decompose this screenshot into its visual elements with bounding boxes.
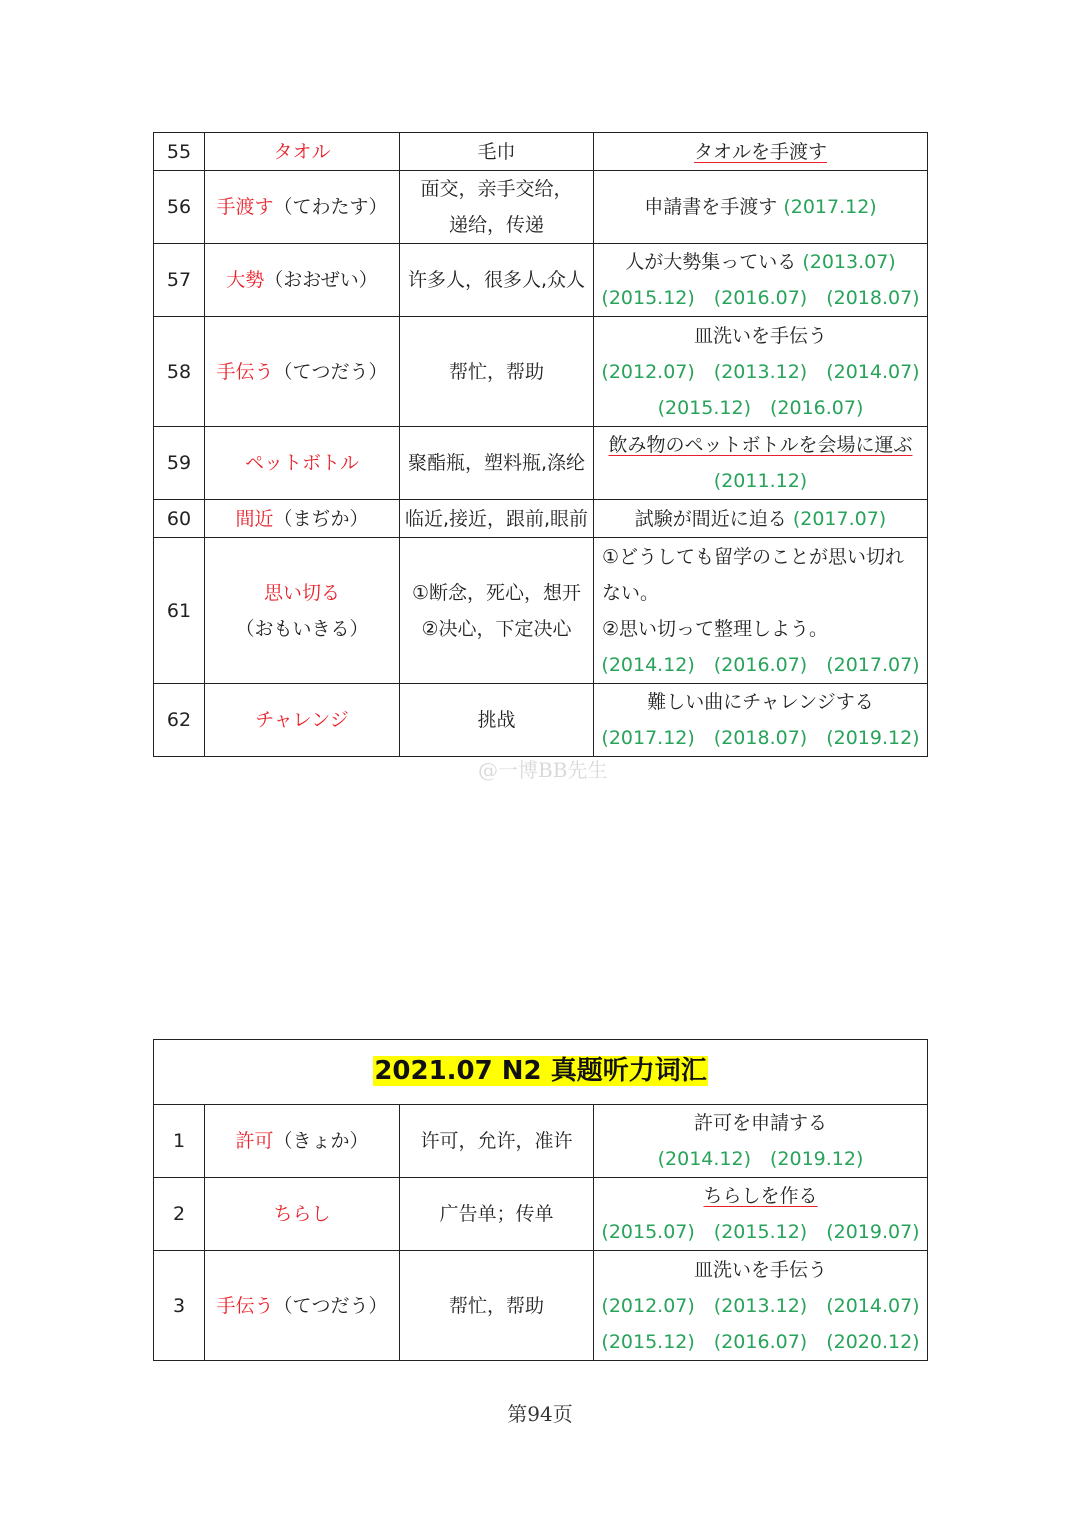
exam-years: (2014.12) (2016.07) (2017.07) (601, 653, 920, 676)
meaning-text: 毛巾 (477, 140, 516, 163)
example-sentence: 人が大勢集っている (625, 251, 797, 273)
row-number: 61 (154, 538, 205, 684)
meaning-text: 聚酯瓶，塑料瓶,涤纶 (407, 452, 586, 474)
vocab-table-bottom (153, 1039, 928, 1361)
exam-years: (2014.12) (2019.12) (657, 1148, 864, 1170)
section-title-cell (154, 1040, 928, 1105)
row-number: 60 (154, 500, 205, 538)
example-sentence: 皿洗いを手伝う (694, 1258, 828, 1281)
table-row (154, 684, 928, 757)
example-sentence: ちらしを作る (703, 1185, 818, 1207)
exam-years: (2012.07) (2013.12) (2014.07) (601, 360, 920, 383)
meaning-text: 面交，亲手交给， (420, 178, 573, 200)
word-cell (205, 171, 400, 244)
meaning-cell (400, 538, 594, 684)
section-title: 2021.07 N2 真题听力词汇 (374, 1055, 707, 1086)
word-term: 大勢 (226, 269, 265, 291)
example-sentence: 難しい曲にチャレンジする (647, 691, 874, 713)
example-sentence: 試験が間近に迫る (634, 507, 787, 530)
table-row (154, 317, 928, 427)
example-sentence: ①どうしても留学のことが思い切れ (602, 545, 905, 568)
exam-years: (2011.12) (713, 470, 808, 492)
example-cell (594, 317, 928, 427)
word-cell (205, 244, 400, 317)
meaning-text: 帮忙，帮助 (448, 1294, 544, 1317)
table-row (154, 427, 928, 500)
row-number: 62 (154, 684, 205, 757)
meaning-text: 帮忙，帮助 (448, 360, 544, 383)
table-row (154, 1251, 928, 1361)
meaning-cell (400, 1251, 594, 1361)
word-reading: （てつだう） (273, 1294, 388, 1317)
exam-years: (2017.07) (792, 507, 887, 530)
meaning-cell (400, 133, 594, 171)
word-term: 思い切る (263, 581, 340, 604)
example-sentence: タオルを手渡す (693, 140, 827, 163)
row-number: 1 (154, 1105, 205, 1178)
example-cell (594, 1178, 928, 1251)
exam-years: (2015.12) (2016.07) (2020.12) (601, 1330, 920, 1353)
example-cell (594, 1251, 928, 1361)
example-cell (594, 538, 928, 684)
word-reading: （きょか） (273, 1130, 369, 1152)
example-cell (594, 171, 928, 244)
example-sentence: 申請書を手渡す (644, 196, 778, 218)
vocab-table-top (153, 132, 928, 757)
table-row (154, 1178, 928, 1251)
word-cell (205, 538, 400, 684)
word-reading: （おおぜい） (264, 269, 378, 291)
table-row (154, 538, 928, 684)
watermark: @一博BB先生 (478, 758, 608, 782)
exam-years: (2015.07) (2015.12) (2019.07) (601, 1221, 920, 1243)
word-cell (205, 427, 400, 500)
row-number: 59 (154, 427, 205, 500)
meaning-cell (400, 500, 594, 538)
meaning-text: 挑战 (477, 709, 516, 731)
example-cell (594, 133, 928, 171)
word-term: 間近 (235, 507, 274, 530)
word-term: 手渡す (216, 196, 274, 218)
word-term: ペットボトル (244, 452, 359, 474)
meaning-text: 许可，允许，准许 (420, 1130, 573, 1152)
word-reading: （まぢか） (273, 507, 369, 530)
meaning-cell (400, 1178, 594, 1251)
meaning-cell (400, 1105, 594, 1178)
row-number: 58 (154, 317, 205, 427)
table-row (154, 500, 928, 538)
word-reading: （てわたす） (273, 196, 388, 218)
word-cell (205, 684, 400, 757)
meaning-cell (400, 427, 594, 500)
word-reading: （おもいきる） (235, 617, 369, 640)
exam-years: (2013.07) (802, 251, 896, 273)
meaning-cell (400, 171, 594, 244)
word-term: 手伝う (216, 360, 274, 383)
meaning-text: 许多人，很多人,众人 (407, 269, 586, 291)
word-cell (205, 1178, 400, 1251)
row-number: 55 (154, 133, 205, 171)
table-row (154, 244, 928, 317)
exam-years: (2012.07) (2013.12) (2014.07) (601, 1294, 920, 1317)
row-number: 2 (154, 1178, 205, 1251)
meaning-cell (400, 244, 594, 317)
example-cell (594, 244, 928, 317)
word-cell (205, 1251, 400, 1361)
table-row (154, 133, 928, 171)
exam-years: (2017.12) (2018.07) (2019.12) (601, 727, 920, 749)
meaning-text: ②决心，下定决心 (421, 617, 572, 640)
meaning-cell (400, 684, 594, 757)
meaning-text: 递给，传递 (448, 214, 544, 236)
exam-years: (2015.12) (2016.07) (2018.07) (601, 287, 920, 309)
word-term: チャレンジ (255, 709, 349, 731)
example-sentence: ない。 (602, 581, 660, 604)
example-cell (594, 500, 928, 538)
exam-years: (2017.12) (783, 196, 877, 218)
word-cell (205, 500, 400, 538)
meaning-text: 广告单；传单 (439, 1203, 554, 1225)
meaning-text: 临近,接近，跟前,眼前 (404, 507, 589, 530)
row-number: 56 (154, 171, 205, 244)
example-cell (594, 1105, 928, 1178)
word-reading: （てつだう） (273, 360, 388, 383)
example-sentence: 許可を申請する (694, 1112, 828, 1134)
word-term: 手伝う (216, 1294, 274, 1317)
example-sentence: ②思い切って整理しよう。 (602, 617, 829, 640)
row-number: 57 (154, 244, 205, 317)
example-sentence: 飲み物のペットボトルを会場に運ぶ (608, 434, 913, 456)
table-row (154, 171, 928, 244)
example-cell (594, 427, 928, 500)
meaning-cell (400, 317, 594, 427)
word-term: ちらし (273, 1203, 331, 1225)
word-cell (205, 133, 400, 171)
word-cell (205, 1105, 400, 1178)
word-cell (205, 317, 400, 427)
table-title-row (154, 1040, 928, 1105)
exam-years: (2015.12) (2016.07) (657, 396, 864, 419)
page-number: 第94页 (507, 1402, 573, 1426)
example-sentence: 皿洗いを手伝う (693, 324, 827, 347)
meaning-text: ①断念，死心，想开 (411, 581, 582, 604)
table-row (154, 1105, 928, 1178)
example-cell (594, 684, 928, 757)
row-number: 3 (154, 1251, 205, 1361)
word-term: タオル (273, 140, 331, 163)
word-term: 許可 (235, 1130, 274, 1152)
